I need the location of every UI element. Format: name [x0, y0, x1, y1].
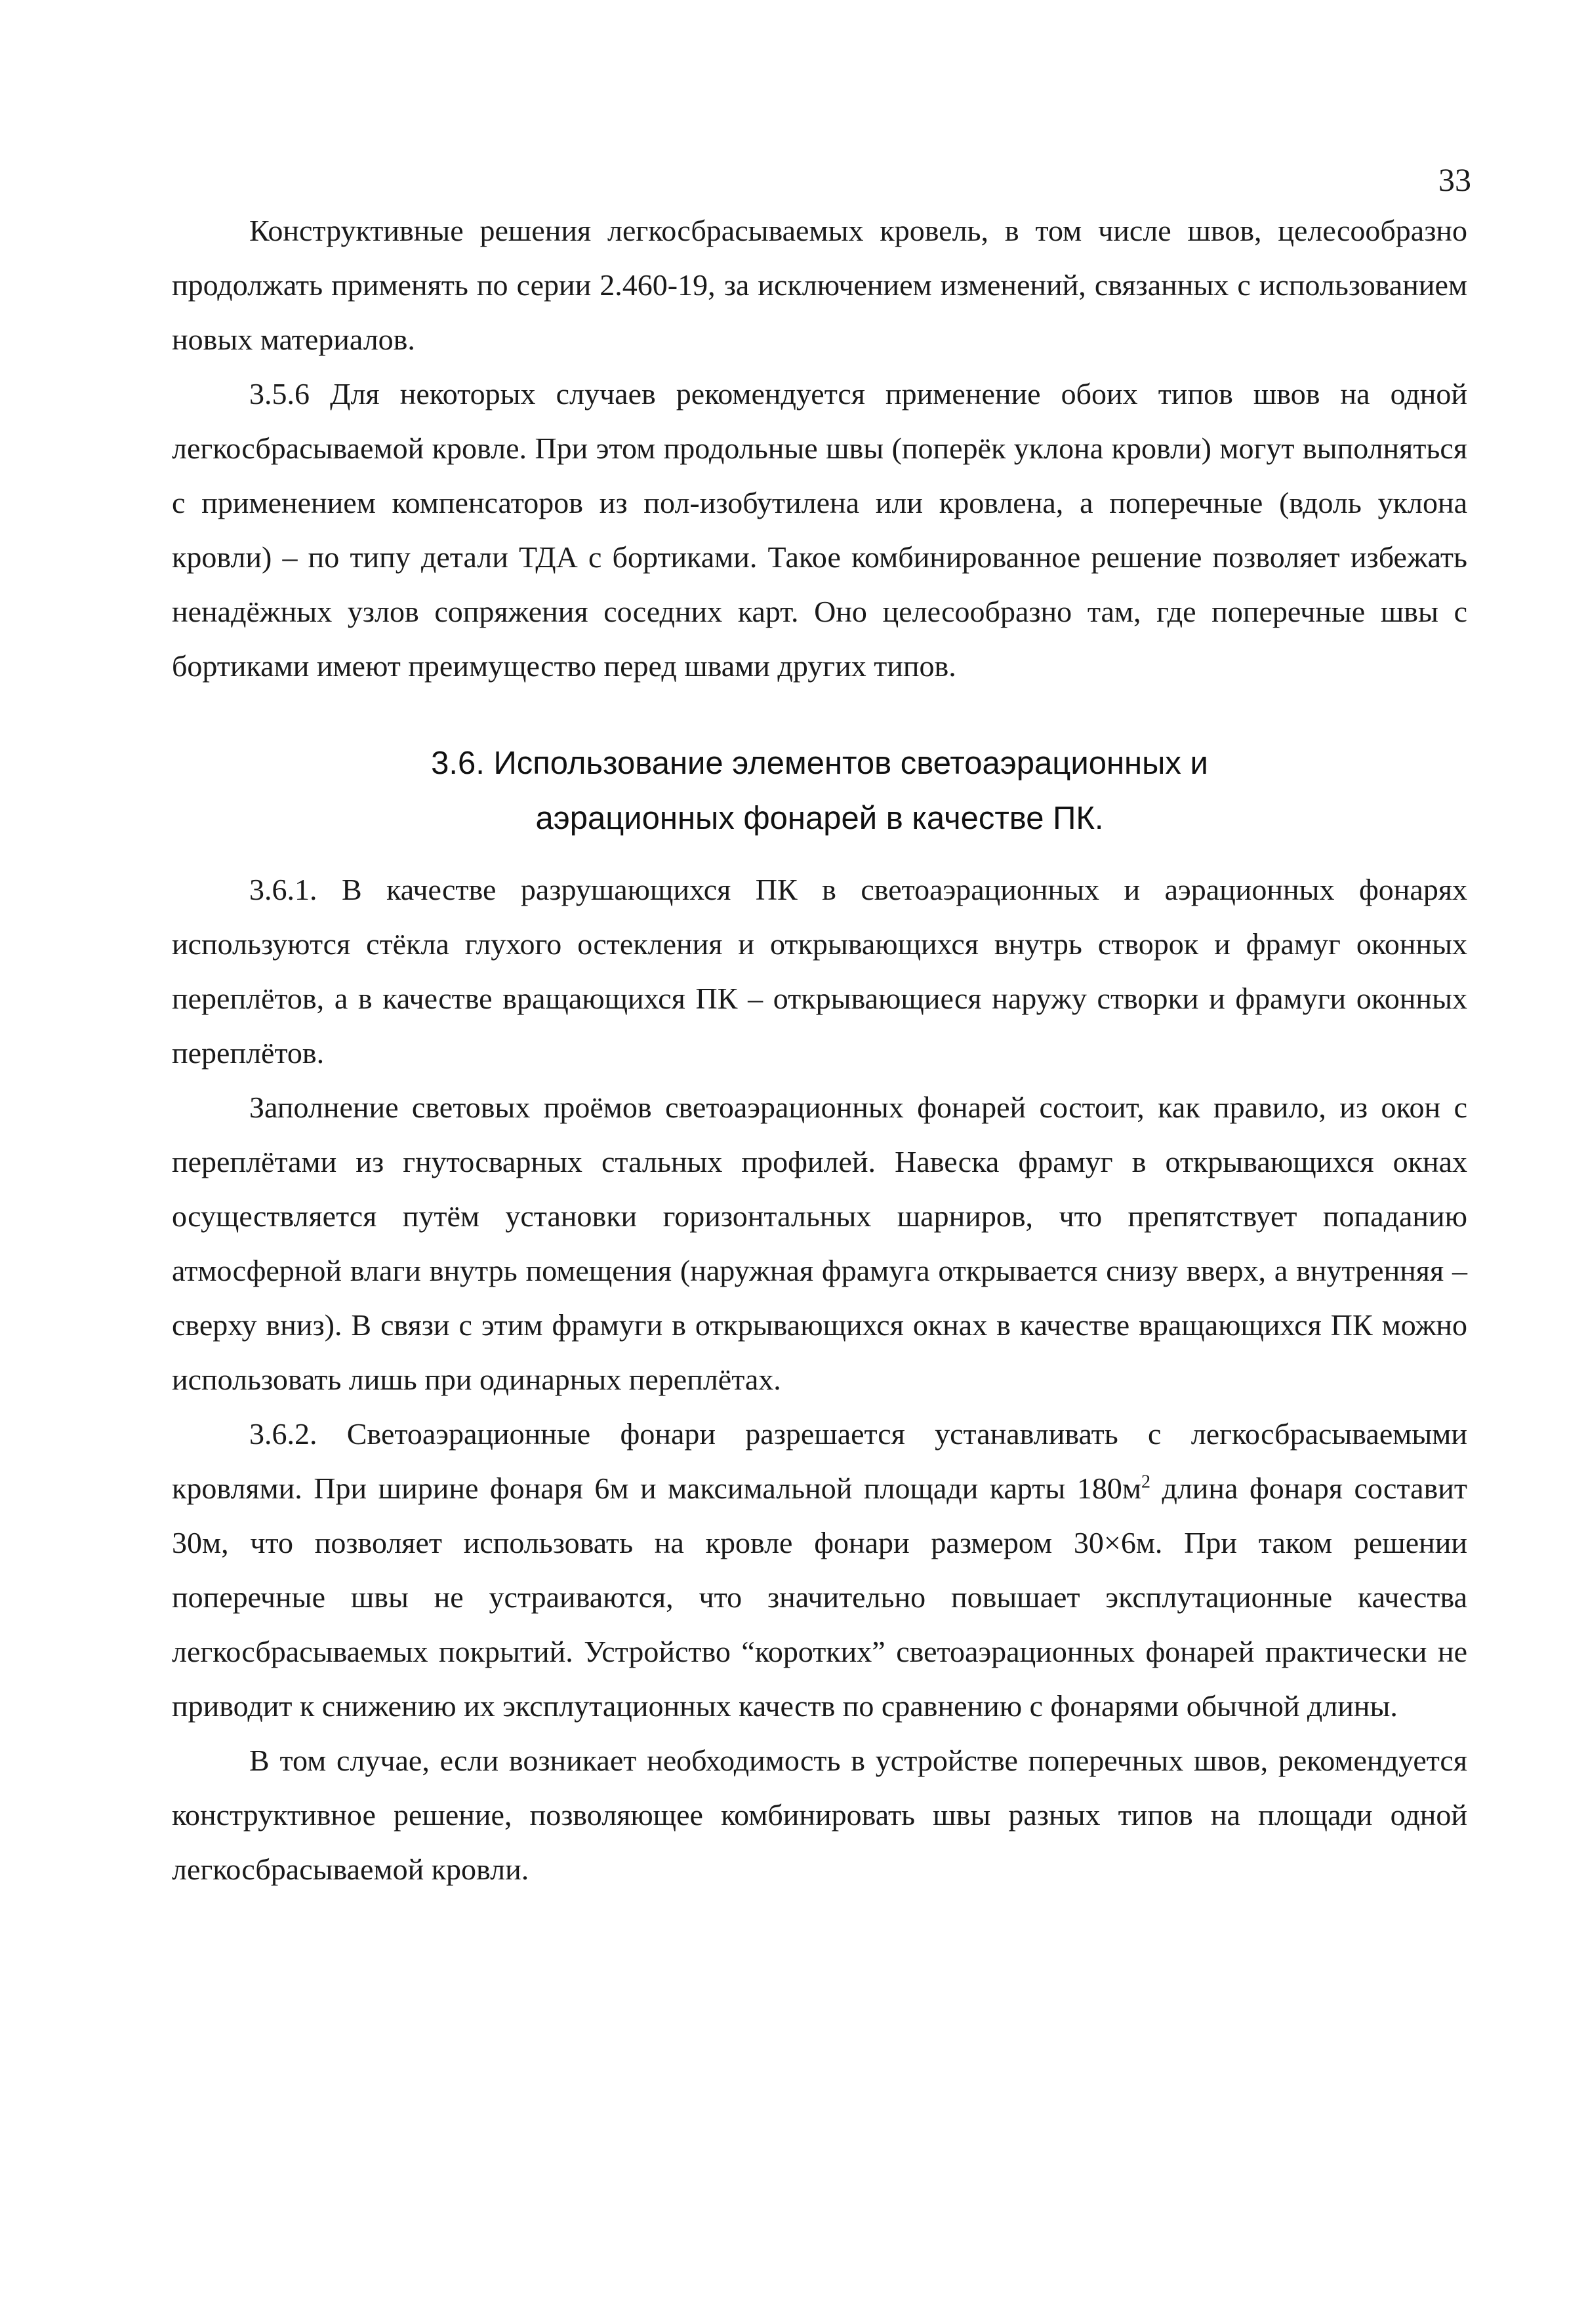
section-heading-line-2: аэрационных фонарей в качестве ПК.: [535, 801, 1104, 836]
section-heading-3-6: [172, 736, 1467, 846]
paragraph-light-openings: Заполнение световых проёмов светоаэрационных фонарей состоит, как правило, из окон с переплётами из гнутосварных стальных профилей. Навеска фрамуг в открывающихся окнах осуществляется путём установки горизонтальных шарниров, что препятствует попаданию атмосферной влаги внутрь помещения (наружная фрамуга открывается снизу вверх, а внутренняя – сверху вниз). В связи с этим фрамуги в открывающихся окнах в качестве вращающихся ПК можно использовать лишь при одинарных переплётах.: [172, 1091, 1467, 1396]
paragraph-transverse-seams: В том случае, если возникает необходимость в устройстве поперечных швов, рекомендуется конструктивное решение, позволяющее комбинировать швы разных типов на площади одной легкосбрасываемой кровли.: [172, 1744, 1467, 1886]
text-block-bottom: [172, 862, 1467, 1896]
paragraph-3-6-2: [172, 1407, 1467, 1733]
section-heading-line-1: 3.6. Использование элементов светоаэрационных и: [431, 746, 1208, 781]
paragraph-3-6-2-part-1: 3.6.2. Светоаэрационные фонари разрешается устанавливать с легкосбрасываемыми кровлями. При ширине фонаря 6м и максимальной площади карты 180м: [172, 1417, 1467, 1505]
paragraph-3-6-2-part-2: длина фонаря составит 30м, что позволяет использовать на кровле фонари размером 30×6м. При таком решении поперечные швы не устраиваются, что значительно повышает эксплутационные качества легкосбрасываемых покрытий. Устройство “коротких” светоаэрационных фонарей практически не приводит к снижению их эксплутационных качеств по сравнению с фонарями обычной длины.: [172, 1472, 1467, 1723]
paragraph-3-5-6: 3.5.6 Для некоторых случаев рекомендуется применение обоих типов швов на одной легкосбрасываемой кровле. При этом продольные швы (поперёк уклона кровли) могут выполняться с применением компенсаторов из пол-изобутилена или кровлена, а поперечные (вдоль уклона кровли) – по типу детали ТДА с бортиками. Такое комбинированное решение позволяет избежать ненадёжных узлов сопряжения соседних карт. Оно целесообразно там, где поперечные швы с бортиками имеют преимущество перед швами других типов.: [172, 377, 1467, 683]
square-meter-superscript: 2: [1141, 1472, 1150, 1493]
paragraph-roof-solutions: Конструктивные решения легкосбрасываемых кровель, в том числе швов, целесообразно продолжать применять по серии 2.460-19, за исключением изменений, связанных с использованием новых материалов.: [172, 214, 1467, 356]
paragraph-3-6-1: 3.6.1. В качестве разрушающихся ПК в светоаэрационных и аэрационных фонарях используются стёкла глухого остекления и открывающихся внутрь створок и фрамуг оконных переплётов, а в качестве вращающихся ПК – открывающиеся наружу створки и фрамуги оконных переплётов.: [172, 873, 1467, 1070]
page-number: 33: [1438, 161, 1471, 198]
text-block-top: [172, 203, 1467, 693]
